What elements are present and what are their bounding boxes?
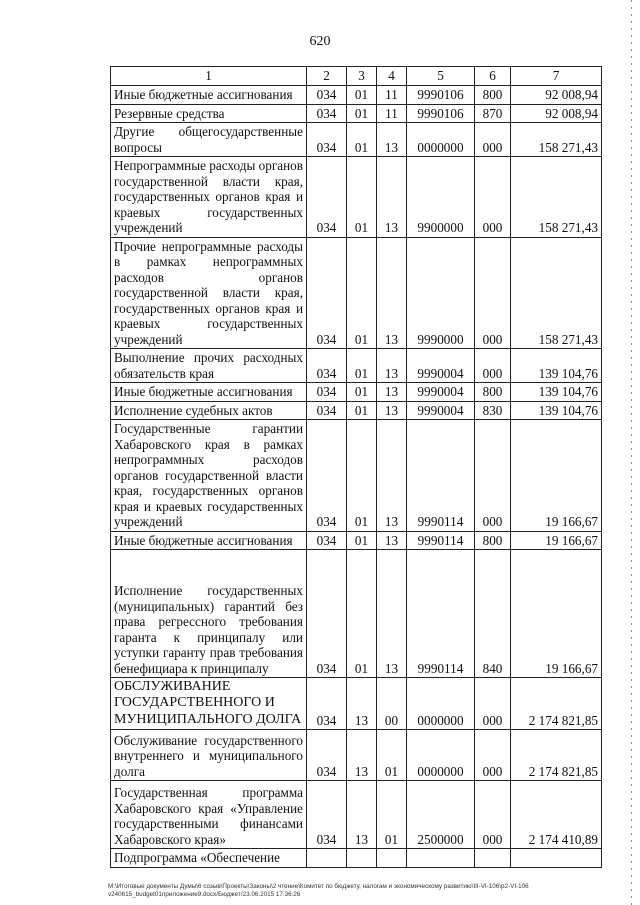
table-row	[111, 781, 602, 849]
section-code: 01	[347, 420, 377, 532]
document-file-path: M:\Итоговые документы Думы\6 созыв\Проекты\Законы\2 чтение\Комитет по бюджету, налогам и экономическому развитию\III-VI-106\р2-VI-106 v240615_budget01приложение9.docx/Бюджет/23.06.2015 17:36:26	[108, 883, 529, 898]
amount: 92 008,94	[511, 104, 602, 123]
target-item-code: 9990106	[407, 104, 475, 123]
column-header: 4	[377, 67, 407, 86]
expense-name: Иные бюджетные ассигнования	[111, 383, 307, 402]
expense-type-code: 000	[475, 157, 511, 238]
section-code: 13	[347, 678, 377, 730]
subsection-code: 13	[377, 237, 407, 349]
section-code: 01	[347, 123, 377, 157]
section-code: 01	[347, 401, 377, 420]
section-code: 01	[347, 157, 377, 238]
expense-name: Резервные средства	[111, 104, 307, 123]
subsection-code: 13	[377, 157, 407, 238]
expense-name: Исполнение государственных (муниципальных) гарантий без права регрессного требования гаранта к принципалу или уступки гаранту прав требования бенефициара к принципалу	[111, 550, 307, 678]
table-row	[111, 104, 602, 123]
kbk-ministry-code: 034	[307, 157, 347, 238]
subsection-code: 13	[377, 420, 407, 532]
subsection-code: 13	[377, 531, 407, 550]
expense-type-code: 000	[475, 123, 511, 157]
expense-type-code: 870	[475, 104, 511, 123]
section-code: 01	[347, 349, 377, 383]
amount: 158 271,43	[511, 123, 602, 157]
column-header: 3	[347, 67, 377, 86]
target-item-code: 9990106	[407, 86, 475, 105]
amount: 92 008,94	[511, 86, 602, 105]
expense-name: Непрограммные расходы органов государственной власти края, государственных органов края и краевых государственных учреждений	[111, 157, 307, 238]
expense-name: Иные бюджетные ассигнования	[111, 531, 307, 550]
target-item-code: 9990114	[407, 420, 475, 532]
expense-name: Выполнение прочих расходных обязательств края	[111, 349, 307, 383]
amount: 19 166,67	[511, 420, 602, 532]
table-row	[111, 550, 602, 678]
target-item-code: 0000000	[407, 678, 475, 730]
amount: 158 271,43	[511, 237, 602, 349]
subsection-code: 13	[377, 123, 407, 157]
table-row	[111, 730, 602, 781]
expense-type-code: 800	[475, 383, 511, 402]
expense-type-code: 840	[475, 550, 511, 678]
expense-name: Другие общегосударственные вопросы	[111, 123, 307, 157]
section-code	[347, 849, 377, 868]
amount: 19 166,67	[511, 531, 602, 550]
kbk-ministry-code	[307, 849, 347, 868]
expense-name: Иные бюджетные ассигнования	[111, 86, 307, 105]
kbk-ministry-code: 034	[307, 678, 347, 730]
subsection-code: 13	[377, 401, 407, 420]
kbk-ministry-code: 034	[307, 730, 347, 781]
amount: 158 271,43	[511, 157, 602, 238]
section-code: 01	[347, 237, 377, 349]
table-row	[111, 237, 602, 349]
expense-type-code: 800	[475, 86, 511, 105]
target-item-code: 0000000	[407, 123, 475, 157]
section-code: 01	[347, 531, 377, 550]
column-header: 2	[307, 67, 347, 86]
expense-type-code: 000	[475, 420, 511, 532]
table-row	[111, 401, 602, 420]
target-item-code: 9990004	[407, 349, 475, 383]
expense-name: ОБСЛУЖИВАНИЕ ГОСУДАРСТВЕННОГО И МУНИЦИПАЛЬНОГО ДОЛГА	[111, 678, 307, 730]
expense-type-code: 800	[475, 531, 511, 550]
target-item-code: 9990000	[407, 237, 475, 349]
kbk-ministry-code: 034	[307, 349, 347, 383]
expense-name: Подпрограмма «Обеспечение	[111, 849, 307, 868]
budget-table	[110, 66, 602, 868]
target-item-code: 9990114	[407, 531, 475, 550]
amount: 19 166,67	[511, 550, 602, 678]
amount: 2 174 410,89	[511, 781, 602, 849]
expense-name: Исполнение судебных актов	[111, 401, 307, 420]
column-header: 7	[511, 67, 602, 86]
column-header: 5	[407, 67, 475, 86]
amount	[511, 849, 602, 868]
section-code: 01	[347, 104, 377, 123]
kbk-ministry-code: 034	[307, 104, 347, 123]
expense-name: Государственная программа Хабаровского края «Управление государственными финансами Хабаровского края»	[111, 781, 307, 849]
expense-type-code: 830	[475, 401, 511, 420]
table-row	[111, 383, 602, 402]
table-row	[111, 349, 602, 383]
section-code: 13	[347, 781, 377, 849]
table-row	[111, 678, 602, 730]
column-header: 6	[475, 67, 511, 86]
target-item-code: 9990004	[407, 401, 475, 420]
amount: 2 174 821,85	[511, 730, 602, 781]
subsection-code: 11	[377, 104, 407, 123]
kbk-ministry-code: 034	[307, 86, 347, 105]
subsection-code: 13	[377, 383, 407, 402]
subsection-code: 00	[377, 678, 407, 730]
section-code: 01	[347, 550, 377, 678]
subsection-code: 13	[377, 550, 407, 678]
subsection-code: 13	[377, 349, 407, 383]
section-code: 13	[347, 730, 377, 781]
expense-name: Обслуживание государственного внутреннего и муниципального долга	[111, 730, 307, 781]
table-row	[111, 849, 602, 868]
amount: 139 104,76	[511, 349, 602, 383]
expense-type-code	[475, 849, 511, 868]
kbk-ministry-code: 034	[307, 550, 347, 678]
expense-type-code: 000	[475, 730, 511, 781]
target-item-code: 0000000	[407, 730, 475, 781]
subsection-code: 01	[377, 781, 407, 849]
section-code: 01	[347, 86, 377, 105]
table-row	[111, 123, 602, 157]
expense-type-code: 000	[475, 678, 511, 730]
table-row	[111, 420, 602, 532]
amount: 139 104,76	[511, 383, 602, 402]
subsection-code: 11	[377, 86, 407, 105]
kbk-ministry-code: 034	[307, 781, 347, 849]
target-item-code: 2500000	[407, 781, 475, 849]
expense-name: Прочие непрограммные расходы в рамках непрограммных расходов органов государственной власти края, государственных органов края и краевых государственных учреждений	[111, 237, 307, 349]
expense-type-code: 000	[475, 781, 511, 849]
kbk-ministry-code: 034	[307, 420, 347, 532]
subsection-code	[377, 849, 407, 868]
amount: 139 104,76	[511, 401, 602, 420]
kbk-ministry-code: 034	[307, 531, 347, 550]
kbk-ministry-code: 034	[307, 237, 347, 349]
target-item-code: 9990114	[407, 550, 475, 678]
page-number: 620	[309, 34, 331, 49]
table-header-row	[111, 67, 602, 86]
section-code: 01	[347, 383, 377, 402]
table-row	[111, 531, 602, 550]
amount: 2 174 821,85	[511, 678, 602, 730]
target-item-code	[407, 849, 475, 868]
expense-type-code: 000	[475, 237, 511, 349]
target-item-code: 9900000	[407, 157, 475, 238]
expense-type-code: 000	[475, 349, 511, 383]
target-item-code: 9990004	[407, 383, 475, 402]
table-row	[111, 157, 602, 238]
kbk-ministry-code: 034	[307, 123, 347, 157]
expense-name: Государственные гарантии Хабаровского края в рамках непрограммных расходов органов государственной власти края, государственных органов края и краевых государственных учреждений	[111, 420, 307, 532]
subsection-code: 01	[377, 730, 407, 781]
kbk-ministry-code: 034	[307, 401, 347, 420]
scan-edge-line	[631, 0, 632, 905]
kbk-ministry-code: 034	[307, 383, 347, 402]
column-header: 1	[111, 67, 307, 86]
table-row	[111, 86, 602, 105]
